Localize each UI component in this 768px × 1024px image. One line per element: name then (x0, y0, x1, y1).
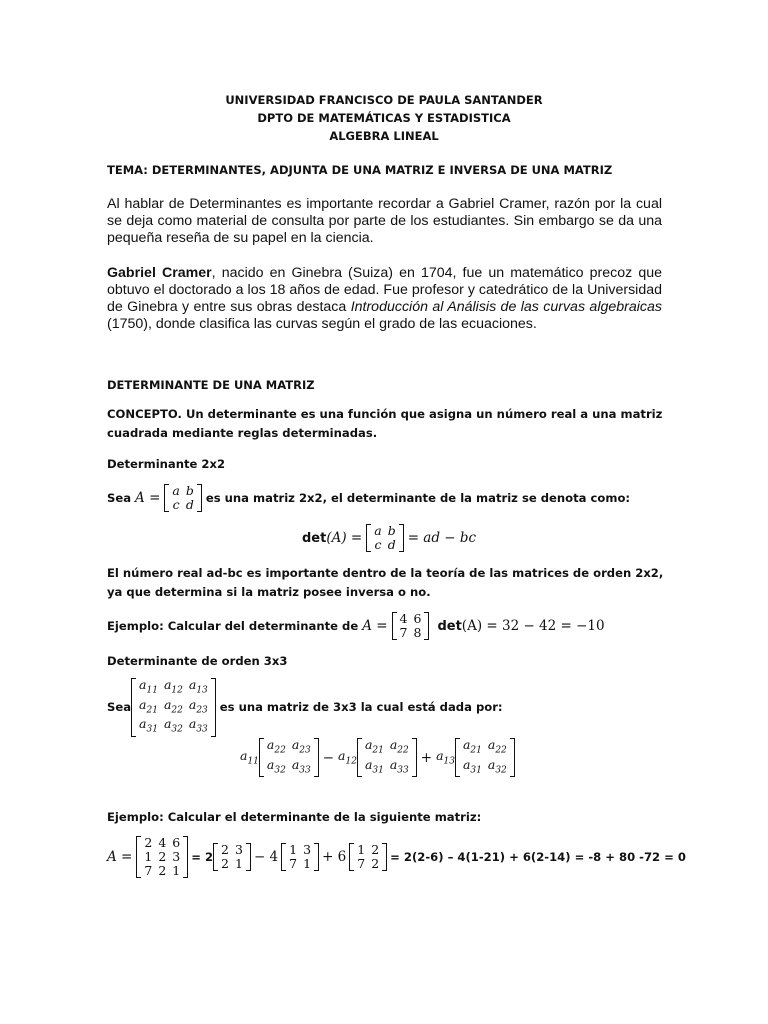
minor-11 (259, 738, 319, 777)
intro-paragraph: Al hablar de Determinantes es importante recordar a Gabriel Cramer, razón por la cual se deja como material de consulta por parte de los estudiantes. Sin embargo se da una pequeña reseña de su papel en la ciencia. (107, 196, 662, 246)
det-label: det (302, 530, 327, 546)
cell: 2 (371, 842, 380, 857)
cell: 7 (289, 856, 298, 871)
cramer-work: Introducción al Análisis de las curvas algebraicas (350, 299, 662, 315)
cell: 1 (235, 856, 243, 871)
cell: $a_{21}$ (462, 737, 482, 756)
cell: a (172, 483, 180, 498)
cell: 3 (235, 842, 243, 857)
det-arg: (A) = (326, 530, 363, 546)
cell: $a_{22}$ (389, 737, 409, 756)
cell: $a_{21}$ (364, 737, 384, 756)
cell: $a_{22}$ (266, 737, 286, 756)
cell: 3 (303, 842, 312, 857)
matrix-3x3-symbolic (131, 678, 216, 737)
det2-description: es una matriz 2x2, el determinante de la matriz se denota como: (205, 490, 631, 505)
minor-12 (357, 738, 417, 777)
cell: 1 (357, 842, 366, 857)
example-minor-3 (349, 843, 387, 871)
cell: d (185, 497, 194, 512)
cell: 6 (413, 611, 422, 626)
example-3x3-label: A = (107, 849, 133, 865)
cell: $a_{31}$ (364, 756, 384, 775)
cell: 7 (357, 856, 366, 871)
cell: $a_{31}$ (139, 716, 158, 735)
det2-definition (107, 484, 630, 512)
course-name: ALGEBRA LINEAL (329, 129, 439, 143)
cell: 2 (371, 856, 380, 871)
department-name: DPTO DE MATEMÁTICAS Y ESTADISTICA (257, 111, 511, 125)
cell: 8 (413, 625, 422, 640)
minor-13 (455, 738, 515, 777)
coef-3: + 6 (322, 849, 347, 865)
term-a11: $a_{11}$ (240, 748, 259, 767)
det3-title: Determinante de orden 3x3 (107, 654, 288, 668)
det3-example (107, 836, 686, 878)
cell: $a_{33}$ (389, 756, 409, 775)
cell: 6 (172, 835, 181, 850)
coef-1: = 2 (191, 849, 214, 864)
cell: 1 (144, 849, 153, 864)
cell: a (374, 523, 382, 538)
coef-2: − 4 (253, 849, 279, 865)
det-rhs: = ad − bc (407, 530, 477, 546)
matrix-a-label: A = (135, 490, 161, 506)
cell: 1 (172, 863, 181, 878)
term-a12: $a_{12}$ (338, 748, 357, 767)
det2-example (107, 612, 605, 640)
cell: $a_{23}$ (291, 737, 311, 756)
det3-definition (107, 678, 503, 737)
cell: 1 (289, 842, 298, 857)
cell: $a_{22}$ (163, 696, 183, 715)
concept-paragraph: CONCEPTO. Un determinante es una función que asigna un número real a una matriz cuadrada mediante reglas determinadas. (107, 407, 663, 440)
cell: $a_{11}$ (139, 677, 158, 696)
sea-label: Sea (107, 490, 132, 505)
matrix-2x2-formula (366, 524, 403, 552)
matrix-3x3-example (136, 836, 188, 878)
cramer-text-2: (1750), donde clasifica las curvas según el grado de las ecuaciones. (107, 316, 537, 332)
det2-title: Determinante 2x2 (107, 457, 226, 471)
det2-note: El número real ad-bc es importante dentro de la teoría de las matrices de orden 2x2, ya que determina si la matriz posee inversa o no. (107, 566, 664, 599)
cell: 4 (399, 611, 408, 626)
cell: $a_{32}$ (163, 716, 183, 735)
cell: 3 (172, 849, 181, 864)
example-minor-1 (213, 843, 251, 871)
cell: $a_{22}$ (487, 737, 507, 756)
cell: 2 (158, 849, 167, 864)
matrix-2x2-example (392, 612, 430, 640)
example-det-label: det (437, 618, 462, 634)
example-3x3-result: = 2(2-6) – 4(1-21) + 6(2-14) = -8 + 80 -72 = 0 (390, 849, 686, 864)
matrix-2x2-symbolic (164, 484, 201, 512)
section-title: DETERMINANTE DE UNA MATRIZ (107, 378, 315, 392)
cell: $a_{31}$ (462, 756, 482, 775)
cell: $a_{12}$ (163, 677, 183, 696)
cell: $a_{33}$ (291, 756, 311, 775)
det3-example-title: Ejemplo: Calcular el determinante de la siguiente matriz: (107, 810, 482, 824)
term-a13: $a_{13}$ (436, 748, 455, 767)
cell: 2 (158, 863, 167, 878)
cramer-paragraph (107, 265, 662, 333)
cramer-text-1: , nacido en Ginebra (Suiza) en 1704, fue un matemático precoz que obtuvo el doctorado a los 18 años de edad. Fue profesor y catedrático de la Universidad de Ginebra y entre sus obras destaca (107, 265, 663, 315)
sea-label-3x3: Sea (107, 699, 132, 714)
plus-sign: + (420, 749, 433, 766)
cell: 4 (158, 835, 167, 850)
det3-expansion (240, 738, 515, 777)
minus-sign: − (322, 749, 335, 766)
cell: 7 (399, 625, 408, 640)
cell: c (172, 497, 180, 512)
example-matrix-label: A = (362, 618, 388, 634)
topic-title: TEMA: DETERMINANTES, ADJUNTA DE UNA MATRIZ E INVERSA DE UNA MATRIZ (107, 163, 613, 177)
cell: $a_{32}$ (487, 756, 507, 775)
det3-description: es una matriz de 3x3 la cual está dada por: (219, 699, 503, 714)
cell: $a_{33}$ (188, 716, 208, 735)
cell: 1 (303, 856, 312, 871)
cell: 2 (221, 842, 229, 857)
cell: 2 (144, 835, 153, 850)
det2-formula (302, 524, 476, 552)
cell: b (185, 483, 194, 498)
cell: $a_{13}$ (188, 677, 208, 696)
cell: $a_{23}$ (188, 696, 208, 715)
cell: b (387, 523, 396, 538)
cell: d (387, 537, 396, 552)
university-name: UNIVERSIDAD FRANCISCO DE PAULA SANTANDER (225, 93, 543, 107)
cell: $a_{21}$ (139, 696, 158, 715)
example-det-result: (A) = 32 − 42 = −10 (461, 618, 605, 634)
cell: $a_{32}$ (266, 756, 286, 775)
cell: c (374, 537, 382, 552)
cell: 7 (144, 863, 153, 878)
cell: 2 (221, 856, 229, 871)
example-text: Ejemplo: Calcular del determinante de (107, 618, 359, 633)
cramer-name: Gabriel Cramer (107, 265, 212, 281)
example-minor-2 (281, 843, 319, 871)
